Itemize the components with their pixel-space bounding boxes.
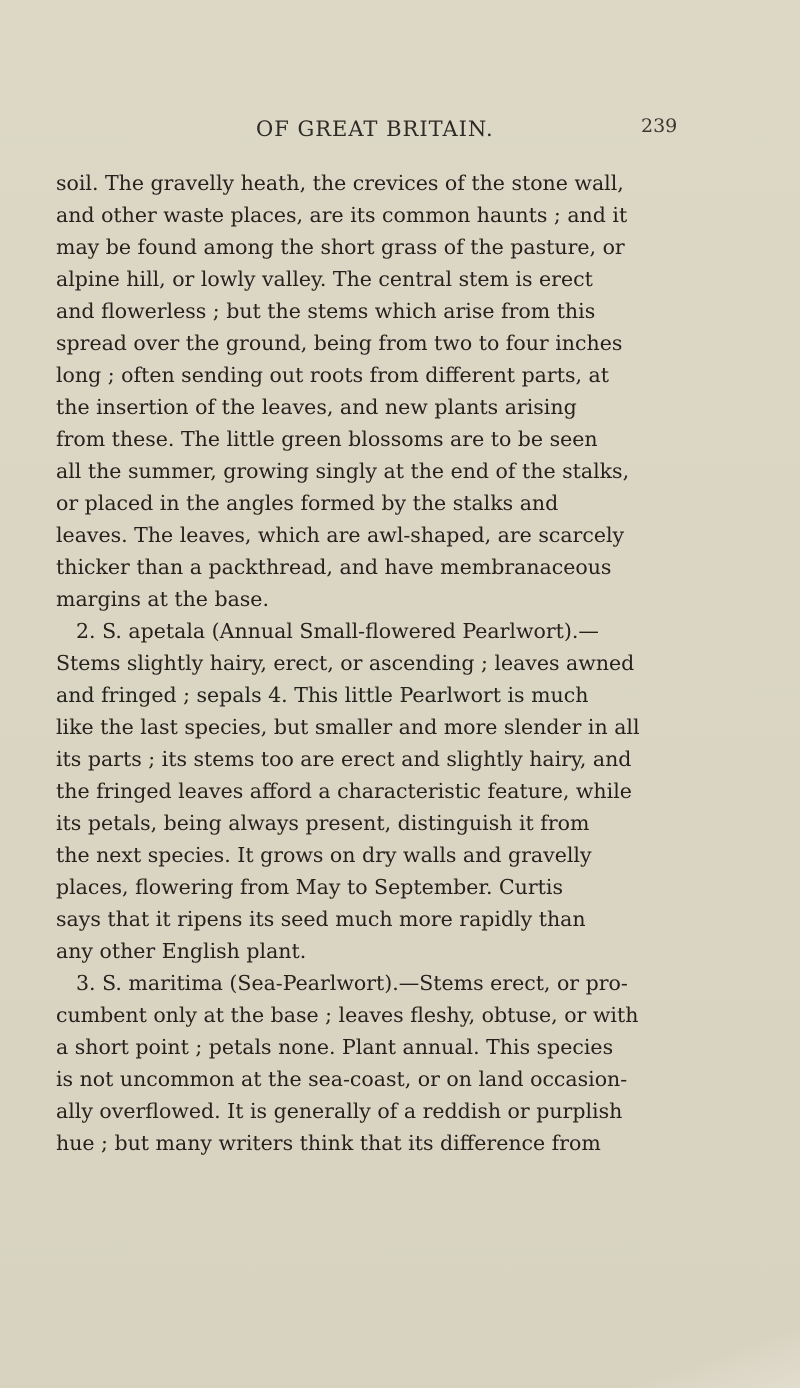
text-line: its parts ; its stems too are erect and slightly hairy, and xyxy=(56,747,632,771)
text-line: places, flowering from May to September. Curtis xyxy=(56,875,563,899)
text-line: soil. The gravelly heath, the crevices of the stone wall, xyxy=(56,171,624,195)
text-line: 3. S. maritima (Sea-Pearlwort).—Stems erect, or pro- xyxy=(76,971,628,995)
text-line: spread over the ground, being from two to four inches xyxy=(56,331,623,355)
text-line: margins at the base. xyxy=(56,587,269,611)
text-line: long ; often sending out roots from different parts, at xyxy=(56,363,609,387)
text-line: leaves. The leaves, which are awl-shaped, are scarcely xyxy=(56,523,625,547)
running-head: OF GREAT BRITAIN. xyxy=(256,117,494,141)
text-line: and fringed ; sepals 4. This little Pearlwort is much xyxy=(56,683,589,707)
page-number: 239 xyxy=(641,115,678,137)
text-line: may be found among the short grass of the pasture, or xyxy=(56,235,625,259)
text-line: ally overflowed. It is generally of a reddish or purplish xyxy=(56,1099,623,1123)
text-line: hue ; but many writers think that its difference from xyxy=(56,1131,601,1155)
text-line: and other waste places, are its common haunts ; and it xyxy=(56,203,628,227)
text-line: all the summer, growing singly at the end of the stalks, xyxy=(56,459,630,483)
text-line: and flowerless ; but the stems which arise from this xyxy=(56,299,596,323)
text-line: any other English plant. xyxy=(56,939,307,963)
text-line: a short point ; petals none. Plant annual. This species xyxy=(56,1035,614,1059)
paper-edge xyxy=(540,1328,800,1388)
text-line: thicker than a packthread, and have membranaceous xyxy=(56,555,612,579)
text-line: the insertion of the leaves, and new plants arising xyxy=(56,395,577,419)
text-line: 2. S. apetala (Annual Small-flowered Pearlwort).— xyxy=(76,619,599,643)
text-line: the fringed leaves afford a characteristic feature, while xyxy=(56,779,632,803)
text-line: its petals, being always present, distinguish it from xyxy=(56,811,590,835)
text-line: the next species. It grows on dry walls and gravelly xyxy=(56,843,592,867)
text-line: alpine hill, or lowly valley. The central stem is erect xyxy=(56,267,593,291)
text-line: from these. The little green blossoms are to be seen xyxy=(56,427,598,451)
text-line: Stems slightly hairy, erect, or ascending ; leaves awned xyxy=(56,651,635,675)
text-line: is not uncommon at the sea-coast, or on land occasion- xyxy=(56,1067,628,1091)
text-line: like the last species, but smaller and more slender in all xyxy=(56,715,640,739)
text-line: says that it ripens its seed much more rapidly than xyxy=(56,907,586,931)
text-line: cumbent only at the base ; leaves fleshy, obtuse, or with xyxy=(56,1003,639,1027)
text-line: or placed in the angles formed by the stalks and xyxy=(56,491,559,515)
